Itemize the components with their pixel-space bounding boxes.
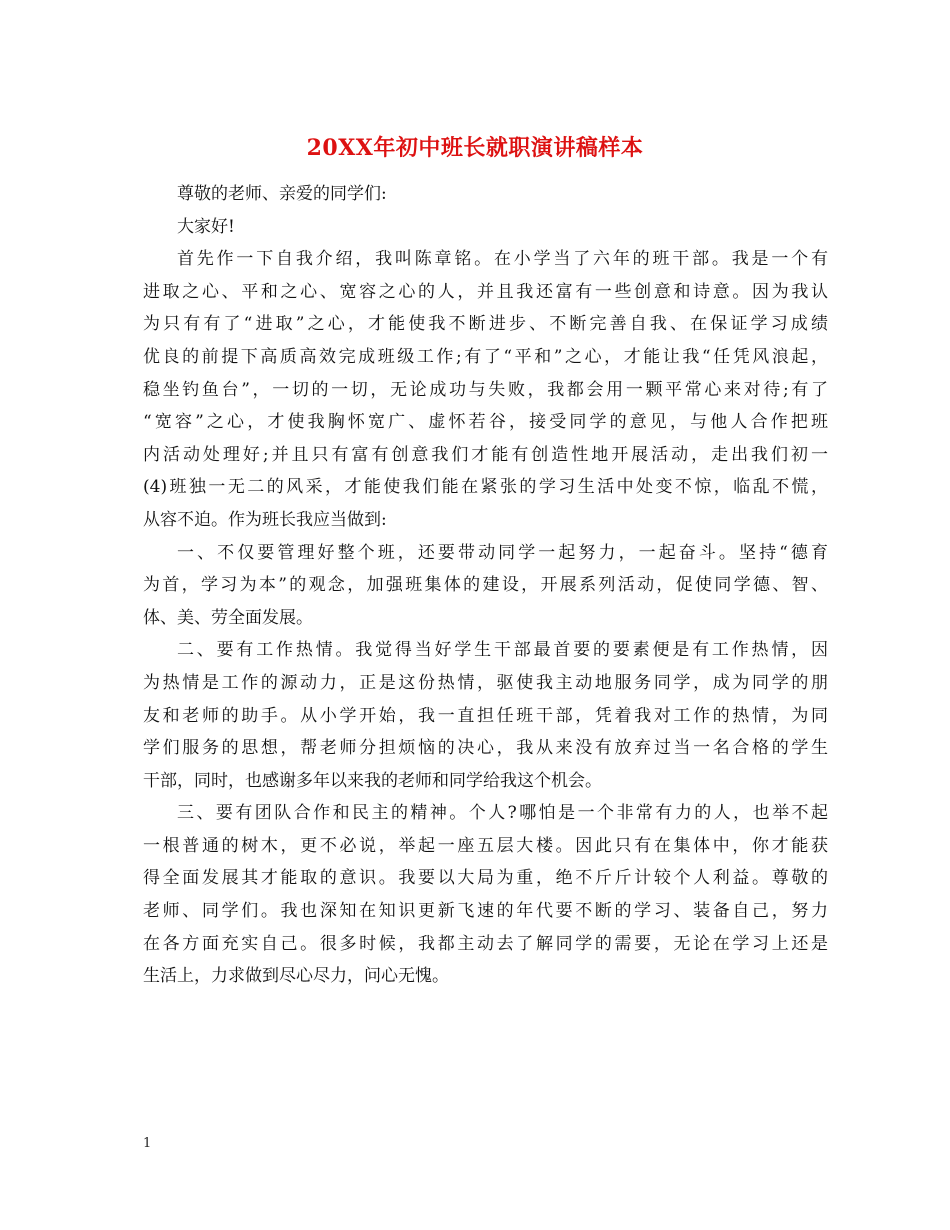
paragraph-introduction: [143, 243, 828, 536]
greeting: 大家好!: [177, 216, 235, 237]
text-line: 从容不迫。作为班长我应当做到:: [143, 509, 387, 530]
paragraph-point-three: [143, 797, 828, 993]
text-line: 首先作一下自我介绍，我叫陈章铭。在小学当了六年的班干部。我是一个有: [177, 249, 828, 270]
text-line: 老师、同学们。我也深知在知识更新飞速的年代要不断的学习、装备自己，努力: [143, 901, 828, 922]
text-line: 三、要有团队合作和民主的精神。个人?哪怕是一个非常有力的人，也举不起: [177, 803, 828, 824]
document-title: 20XX年初中班长就职演讲稿样本: [306, 135, 644, 161]
text-line: 为只有有了“进取”之心，才能使我不断进步、不断完善自我、在保证学习成绩: [143, 314, 828, 335]
text-line: 学们服务的思想，帮老师分担烦恼的决心，我从来没有放弃过当一名合格的学生: [143, 738, 828, 759]
salutation: 尊敬的老师、亲爱的同学们:: [177, 184, 387, 204]
paragraph-point-two: [143, 634, 828, 797]
text-line: 一、不仅要管理好整个班，还要带动同学一起努力，一起奋斗。坚持“德育: [177, 542, 828, 563]
text-line: 一根普通的树木，更不必说，举起一座五层大楼。因此只有在集体中，你才能获: [143, 835, 828, 856]
text-line: 内活动处理好;并且只有富有创意我们才能有创造性地开展活动，走出我们初一: [143, 444, 828, 465]
page-number: 1: [143, 1136, 152, 1151]
text-line: 为首，学习为本”的观念，加强班集体的建设，开展系列活动，促使同学德、智、: [143, 575, 828, 596]
document-body: [143, 178, 828, 993]
text-line: 体、美、劳全面发展。: [143, 607, 313, 628]
text-line: 进取之心、平和之心、宽容之心的人，并且我还富有一些创意和诗意。因为我认: [143, 281, 828, 302]
text-line: 优良的前提下高质高效完成班级工作;有了“平和”之心，才能让我“任凭风浪起，: [143, 346, 828, 367]
text-line: “宽容”之心，才使我胸怀宽广、虚怀若谷，接受同学的意见，与他人合作把班: [143, 412, 828, 433]
text-line: 干部，同时，也感谢多年以来我的老师和同学给我这个机会。: [143, 770, 602, 791]
text-line: 二、要有工作热情。我觉得当好学生干部最首要的要素便是有工作热情，因: [177, 640, 828, 661]
text-line: 生活上，力求做到尽心尽力，问心无愧。: [143, 966, 449, 987]
text-line: 为热情是工作的源动力，正是这份热情，驱使我主动地服务同学，成为同学的朋: [143, 672, 828, 693]
text-line: (4)班独一无二的风采，才能使我们能在紧张的学习生活中处变不惊，临乱不慌，: [143, 477, 828, 498]
text-line: 在各方面充实自己。很多时候，我都主动去了解同学的需要，无论在学习上还是: [143, 933, 828, 954]
text-line: 友和老师的助手。从小学开始，我一直担任班干部，凭着我对工作的热情，为同: [143, 705, 828, 726]
paragraph-point-one: [143, 537, 828, 635]
text-line: 稳坐钓鱼台”，一切的一切，无论成功与失败，我都会用一颗平常心来对待;有了: [143, 379, 828, 400]
text-line: 得全面发展其才能取的意识。我要以大局为重，绝不斤斤计较个人利益。尊敬的: [143, 868, 828, 889]
